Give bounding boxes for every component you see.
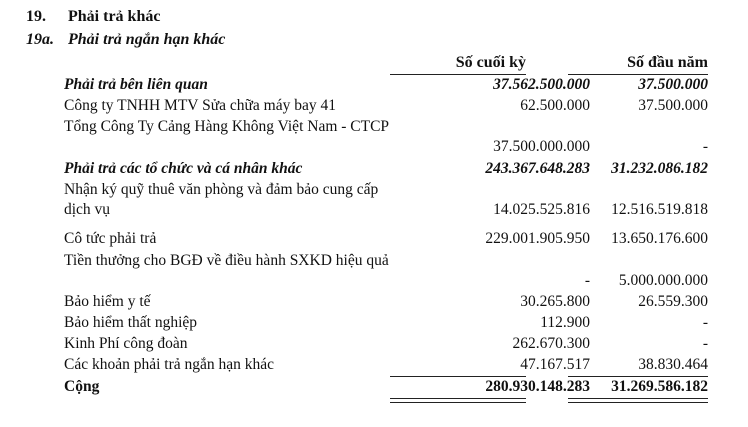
total-label: Cộng [64, 378, 100, 395]
row-value-end: 37.562.500.000 [493, 76, 590, 93]
total-double-rule [568, 398, 708, 403]
row-label: Phải trả bên liên quan [64, 76, 208, 93]
row-value-begin: 31.232.086.182 [611, 160, 708, 177]
row-value-begin: 37.500.000 [638, 76, 708, 93]
subsection-heading [26, 31, 225, 49]
row-value-begin: - [702, 138, 708, 155]
subsection-number: 19a. [26, 31, 54, 48]
total-value-begin: 31.269.586.182 [611, 378, 708, 395]
row-value-end: 47.167.517 [520, 356, 590, 373]
row-value-end: 112.900 [540, 314, 590, 331]
row-label: Kinh Phí công đoàn [64, 335, 188, 352]
row-value-end: 229.001.905.950 [485, 230, 590, 247]
row-value-end: 14.025.525.816 [493, 201, 590, 218]
row-value-end: 30.265.800 [520, 293, 590, 310]
row-label: Bảo hiểm thất nghiệp [64, 314, 198, 331]
row-value-begin: 13.650.176.600 [611, 230, 708, 247]
row-value-end: 62.500.000 [520, 97, 590, 114]
subsection-title: Phải trả ngắn hạn khác [68, 31, 226, 48]
column-header-beginning-of-year: Số đầu năm [627, 54, 708, 71]
row-label: Cô tức phải trả [64, 230, 157, 247]
row-label: Bảo hiểm y tế [64, 293, 151, 310]
row-value-end: 262.670.300 [512, 335, 590, 352]
row-value-end: 37.500.000.000 [493, 138, 590, 155]
row-value-begin: 26.559.300 [638, 293, 708, 310]
row-label: Tổng Công Ty Cảng Hàng Không Việt Nam - CTCP [64, 118, 390, 135]
row-value-end: - [584, 272, 590, 289]
row-label: Phải trả các tổ chức và cá nhân khác [64, 160, 303, 177]
row-label: Tiền thưởng cho BGĐ về điều hành SXKD hiệu quả [64, 252, 389, 269]
section-heading [26, 8, 160, 26]
row-value-begin: 38.830.464 [638, 356, 708, 373]
row-value-begin: 12.516.519.818 [611, 201, 708, 218]
row-value-end: 243.367.648.283 [485, 160, 590, 177]
row-label: Các khoản phải trả ngắn hạn khác [64, 356, 275, 373]
row-value-begin: - [702, 314, 708, 331]
section-title: Phải trả khác [68, 8, 161, 25]
row-label: Nhận ký quỹ thuê văn phòng và đảm bảo cung cấp dịch vụ [64, 181, 379, 218]
total-double-rule [390, 398, 526, 403]
row-value-begin: - [702, 335, 708, 352]
row-label: Công ty TNHH MTV Sửa chữa máy bay 41 [64, 97, 336, 114]
total-value-end: 280.930.148.283 [485, 378, 590, 395]
row-value-begin: 37.500.000 [638, 97, 708, 114]
section-number: 19. [26, 8, 46, 25]
row-value-begin: 5.000.000.000 [618, 272, 708, 289]
column-header-end-of-period: Số cuối kỳ [455, 54, 526, 71]
